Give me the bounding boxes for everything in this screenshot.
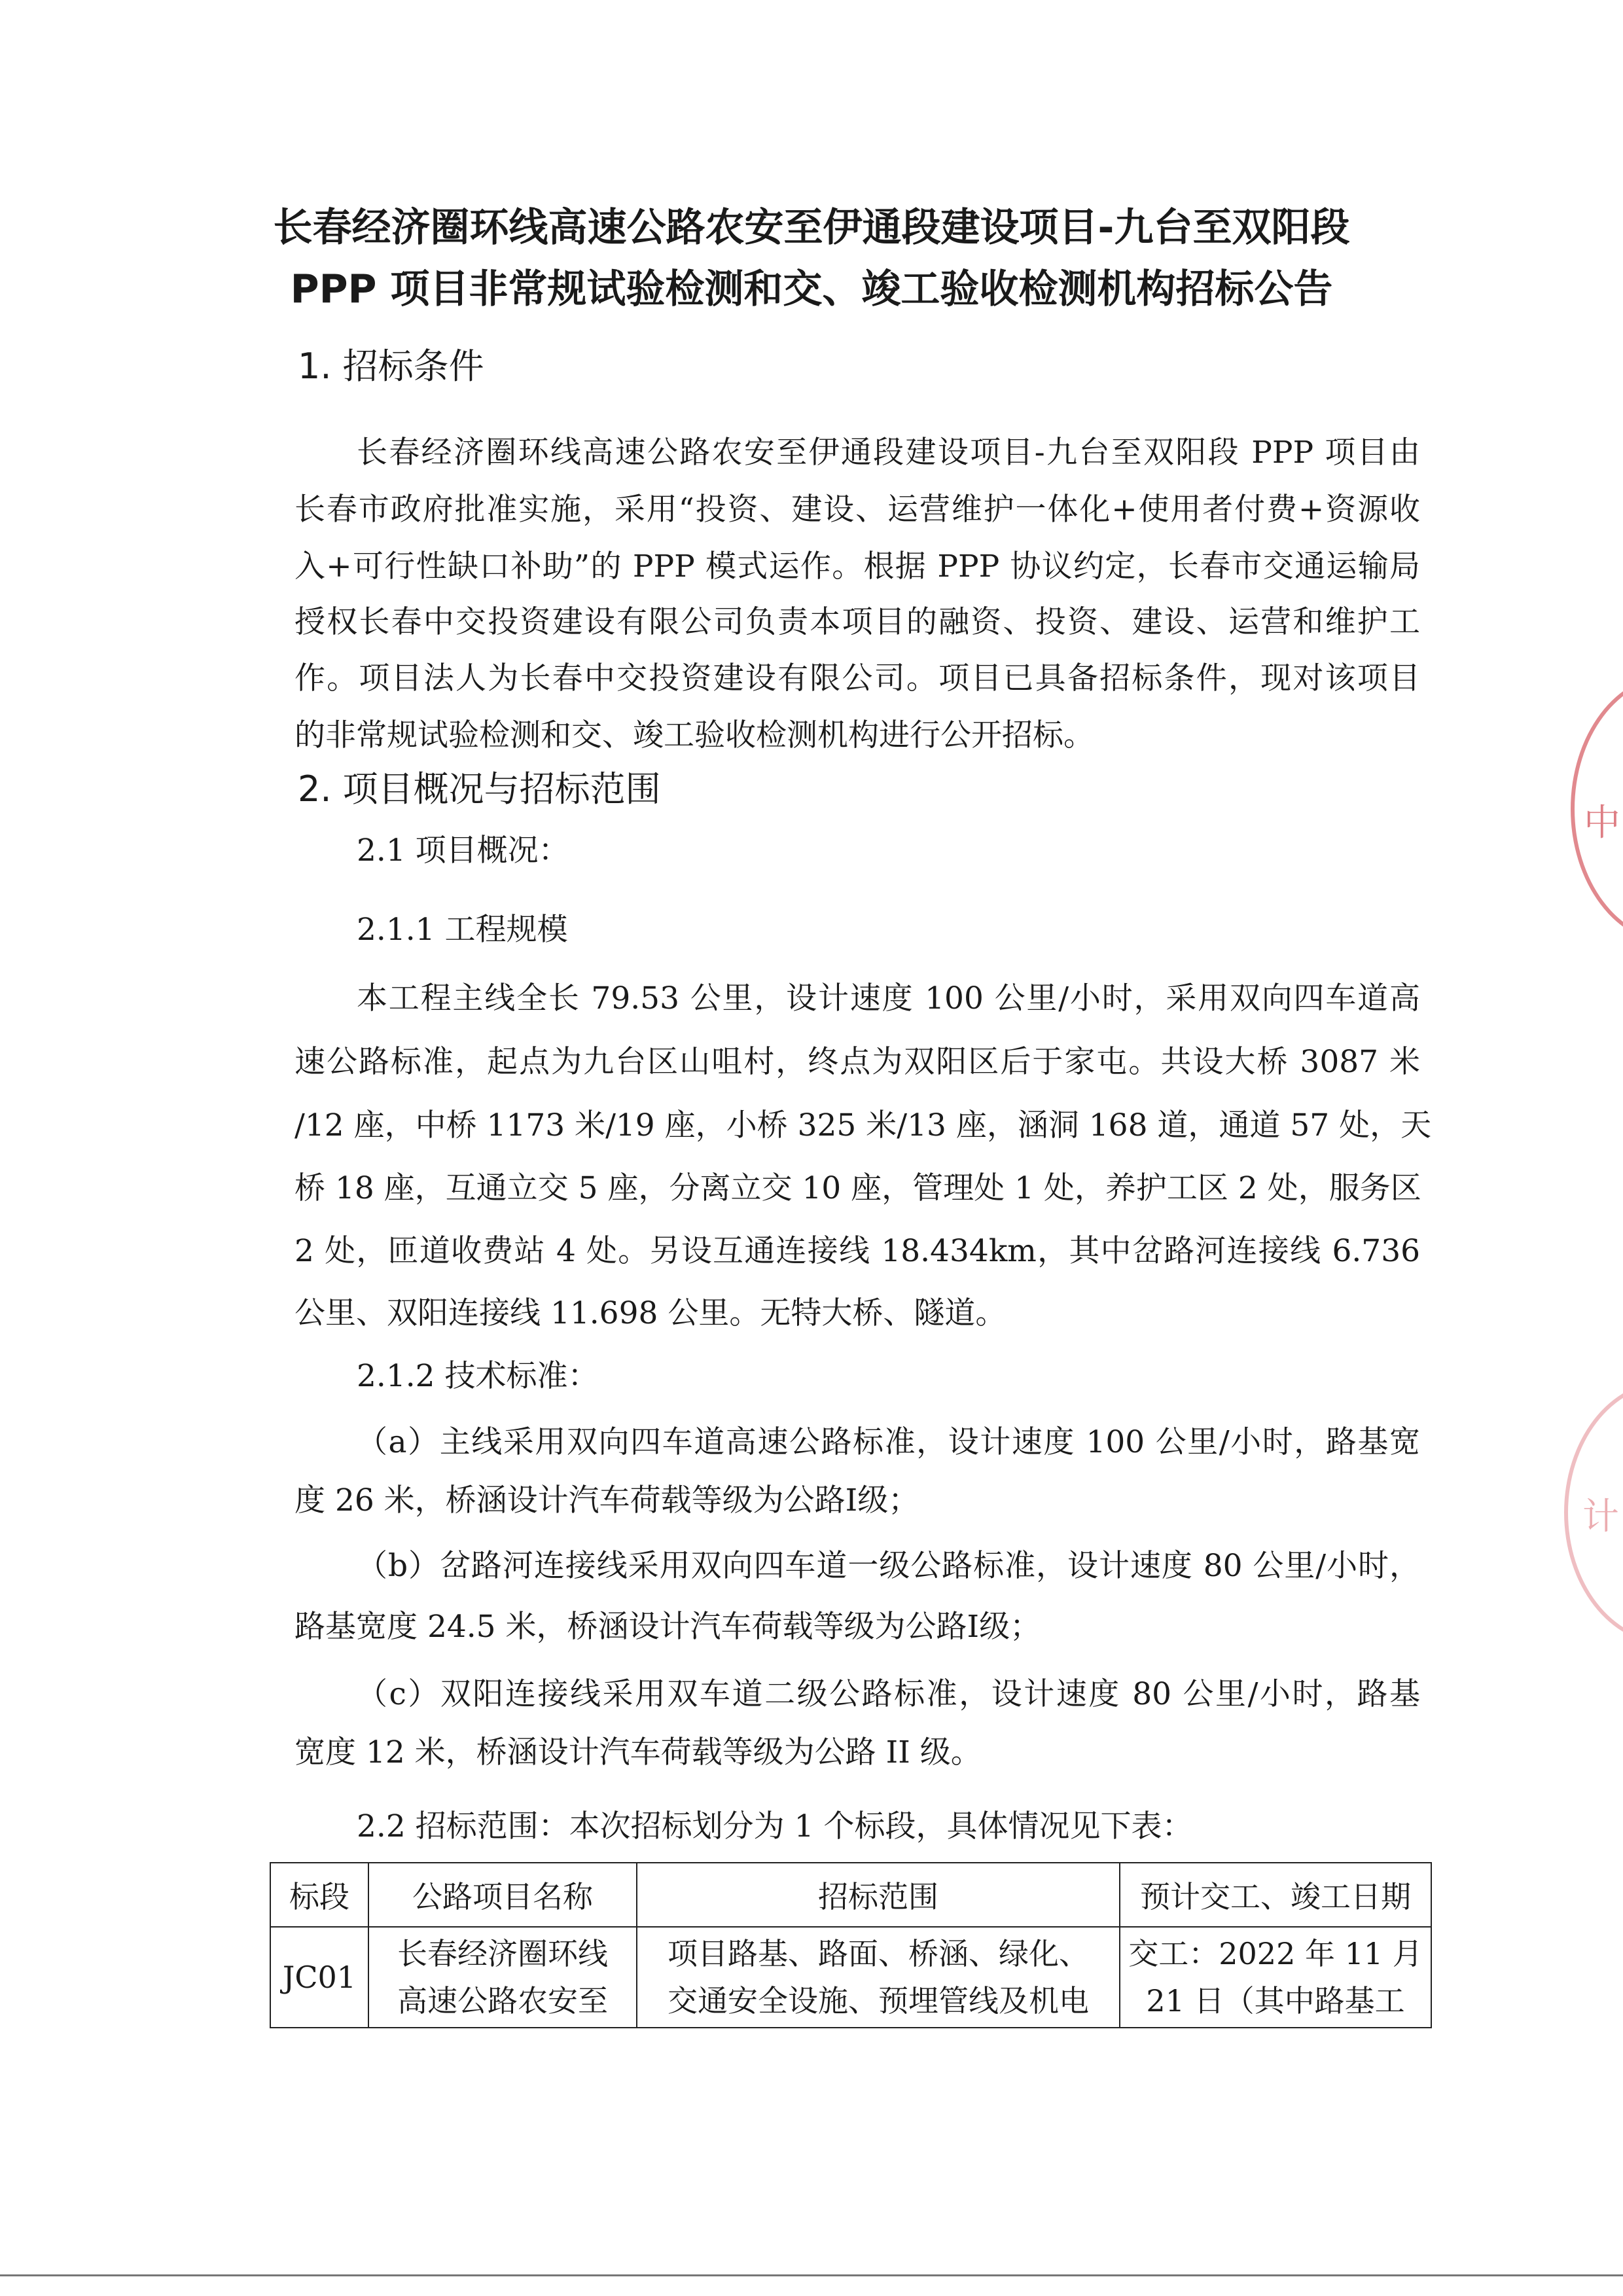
section-2-heading: 2. 项目概况与招标范围 [298,768,661,810]
scale-line: /12 座，中桥 1173 米/19 座，小桥 325 米/13 座，涵洞 168 道，通道 57 处，天 [294,1107,1432,1143]
scale-line: 速公路标准，起点为九台区山咀村，终点为双阳区后于家屯。共设大桥 3087 米 [294,1044,1420,1080]
section-1-line: 入+可行性缺口补助”的 PPP 模式运作。根据 PPP 协议约定，长春市交通运输局 [294,548,1420,584]
standard-line: 路基宽度 24.5 米，桥涵设计汽车荷载等级为公路Ⅰ级； [294,1609,1041,1645]
table-cell-line: 高速公路农安至 [397,1983,608,2018]
table-header-cell: 标段 [270,1863,368,1927]
table-cell-line: 交工：2022 年 11 月 [1128,1936,1423,1971]
scale-line: 桥 18 座，互通立交 5 座，分离立交 10 座，管理处 1 处，养护工区 2 处，服务区 [294,1170,1421,1206]
standard-line: （c）双阳连接线采用双车道二级公路标准，设计速度 80 公里/小时，路基 [357,1676,1420,1712]
subsection-2-2-heading: 2.2 招标范围：本次招标划分为 1 个标段，具体情况见下表： [357,1808,1193,1844]
section-1-line: 授权长春中交投资建设有限公司负责本项目的融资、投资、建设、运营和维护工 [294,604,1420,640]
table-header-row [270,1863,1431,1927]
section-1-line: 长春市政府批准实施，采用“投资、建设、运营维护一体化+使用者付费+资源收 [294,492,1420,528]
table-cell-line: 交通安全设施、预埋管线及机电 [668,1983,1089,2018]
subsection-2-1-heading: 2.1 项目概况： [357,833,569,869]
scale-line: 公里、双阳连接线 11.698 公里。无特大桥、隧道。 [294,1295,1007,1331]
table-header-cell: 公路项目名称 [368,1863,637,1927]
standard-line: （a）主线采用双向四车道高速公路标准，设计速度 100 公里/小时，路基宽 [357,1424,1420,1460]
table-row [270,1927,1431,2028]
subsection-2-1-1-heading: 2.1.1 工程规模 [357,912,568,948]
table-cell-line: 项目路基、路面、桥涵、绿化、 [668,1936,1089,1971]
standard-line: 宽度 12 米，桥涵设计汽车荷载等级为公路 II 级。 [294,1734,982,1770]
table-cell-line: 21 日（其中路基工 [1146,1983,1405,2018]
section-1-line: 的非常规试验检测和交、竣工验收检测机构进行公开招标。 [294,717,1094,753]
red-seal-stamp-glyph: 中 [1584,802,1620,844]
table-cell-scope [637,1927,1120,2028]
table-cell-section: JC01 [270,1927,368,2028]
scale-line: 2 处，匝道收费站 4 处。另设互通连接线 18.434km，其中岔路河连接线 6.736 [294,1233,1420,1269]
table-cell-name [368,1927,637,2028]
table-header-cell: 预计交工、竣工日期 [1120,1863,1431,1927]
section-1-line: 作。项目法人为长春中交投资建设有限公司。项目已具备招标条件，现对该项目 [294,660,1420,696]
bid-section-table [270,1862,1432,2028]
standard-line: 度 26 米，桥涵设计汽车荷载等级为公路Ⅰ级； [294,1482,919,1518]
table-header-cell: 招标范围 [637,1863,1120,1927]
red-seal-stamp-glyph: 计 [1582,1496,1619,1538]
table-cell-line: 长春经济圈环线 [397,1936,608,1971]
section-1-heading: 1. 招标条件 [298,346,484,387]
page-bottom-rule [0,2274,1623,2276]
table-cell-date [1120,1927,1431,2028]
scale-line: 本工程主线全长 79.53 公里，设计速度 100 公里/小时，采用双向四车道高 [357,980,1420,1016]
section-1-line: 长春经济圈环线高速公路农安至伊通段建设项目-九台至双阳段 PPP 项目由 [357,435,1420,471]
standard-line: （b）岔路河连接线采用双向四车道一级公路标准，设计速度 80 公里/小时， [357,1548,1420,1584]
document-title-line-1: 长春经济圈环线高速公路农安至伊通段建设项目-九台至双阳段 [273,205,1350,251]
document-title-line-2: PPP 项目非常规试验检测和交、竣工验收检测机构招标公告 [290,266,1333,312]
subsection-2-1-2-heading: 2.1.2 技术标准： [357,1358,599,1394]
